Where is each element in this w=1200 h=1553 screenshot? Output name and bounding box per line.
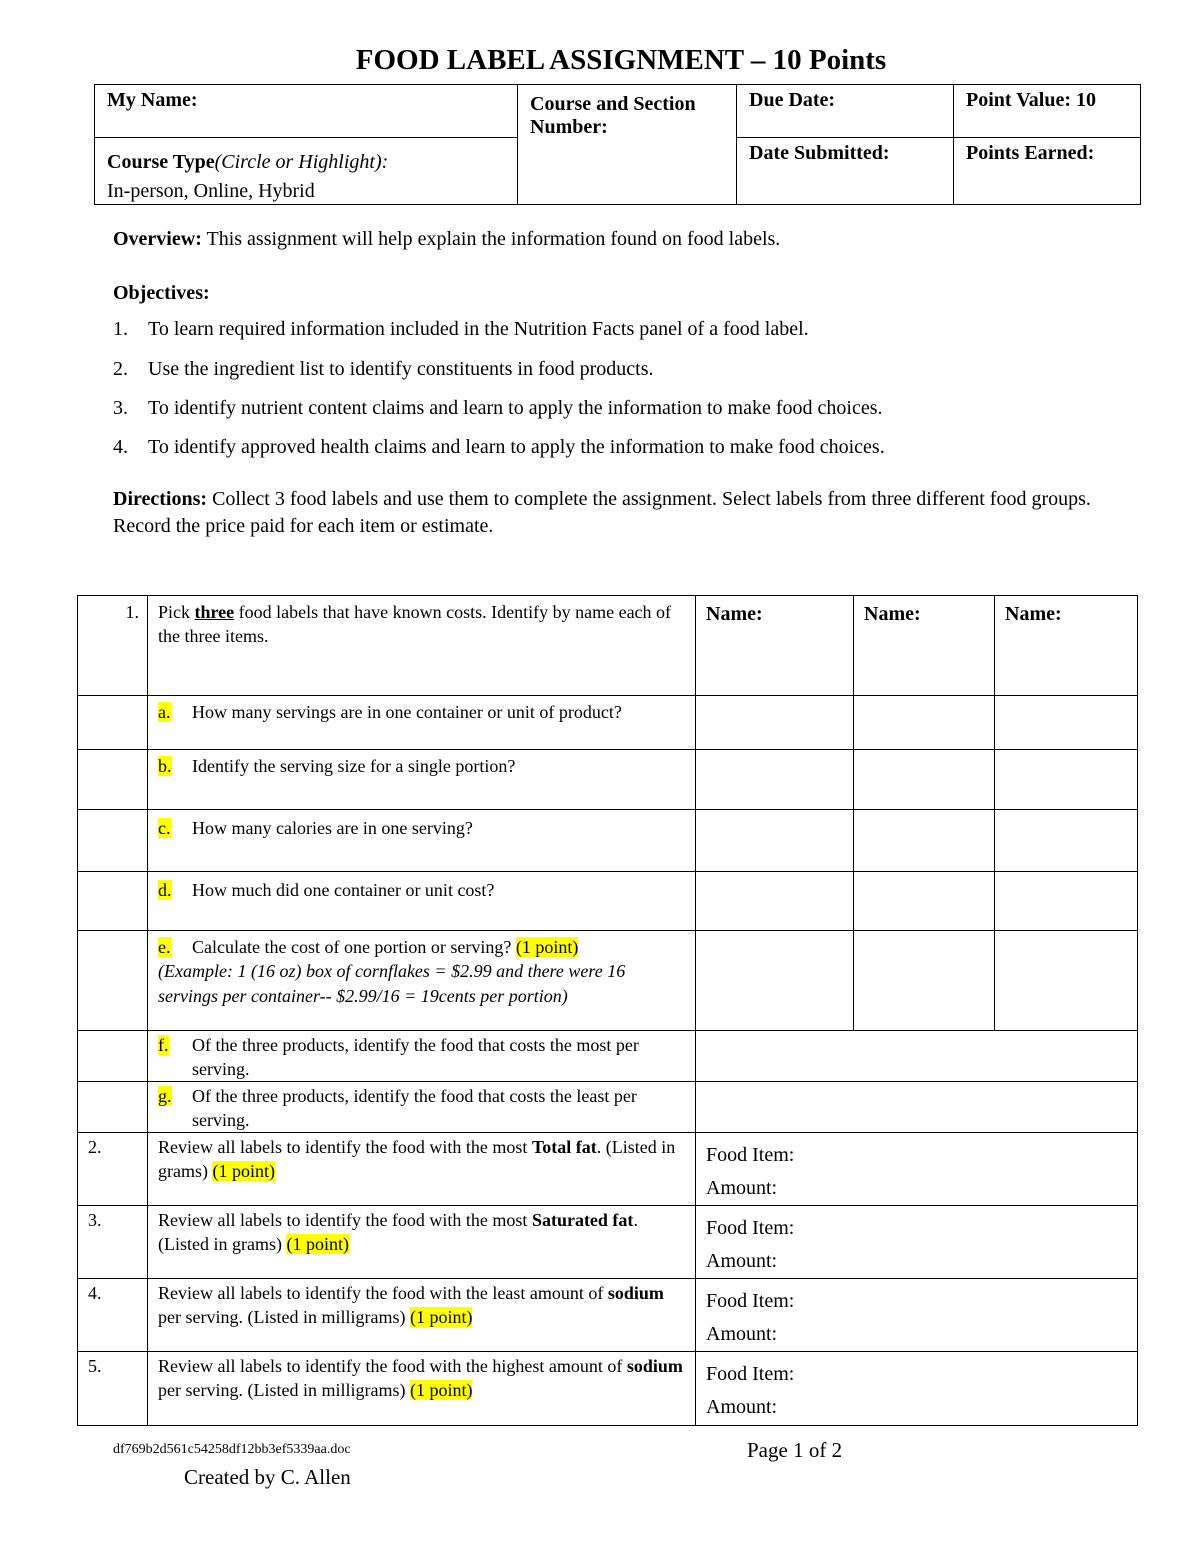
sub-letter: d. bbox=[158, 880, 172, 900]
answer-cell[interactable] bbox=[696, 696, 854, 750]
sub-question-text: How much did one container or unit cost? bbox=[192, 880, 495, 900]
answer-cell[interactable] bbox=[995, 872, 1138, 931]
objective-number: 1. bbox=[113, 318, 128, 340]
amount-label: Amount: bbox=[706, 1323, 778, 1345]
answer-cell[interactable] bbox=[696, 1133, 1138, 1206]
answer-cell[interactable] bbox=[854, 750, 995, 810]
point-badge: (1 point) bbox=[409, 1380, 473, 1400]
point-badge: (1 point) bbox=[286, 1234, 349, 1254]
name-header-1[interactable]: Name: bbox=[696, 596, 854, 696]
point-badge: (1 point) bbox=[212, 1161, 275, 1181]
food-item-label: Food Item: bbox=[706, 1363, 795, 1385]
sub-question-d bbox=[158, 878, 687, 902]
table-row bbox=[78, 596, 1138, 696]
table-row bbox=[78, 1031, 1138, 1082]
question-text: Review all labels to identify the food with the most Saturated fat. (Listed in grams) (1 point) bbox=[148, 1206, 696, 1279]
answer-cell[interactable] bbox=[696, 750, 854, 810]
objective-number: 2. bbox=[113, 358, 128, 380]
sub-question-c bbox=[158, 816, 687, 840]
cost-example: (Example: 1 (16 oz) box of cornflakes = $2.99 and there were 16 servings per container-- $2.99/16 = 19cents per portion) bbox=[158, 961, 626, 1006]
date-submitted-field[interactable] bbox=[737, 138, 954, 205]
answer-cell[interactable] bbox=[995, 750, 1138, 810]
question-text: Review all labels to identify the food with the most Total fat. (Listed in grams) (1 point) bbox=[148, 1133, 696, 1206]
sub-question-text: How many calories are in one serving? bbox=[192, 818, 473, 838]
question-number: 2. bbox=[78, 1133, 148, 1206]
objective-number: 3. bbox=[113, 397, 128, 419]
due-date-field[interactable] bbox=[737, 85, 954, 138]
sub-question-text: How many servings are in one container or unit of product? bbox=[192, 702, 622, 722]
header-table bbox=[94, 84, 1141, 205]
sub-letter: c. bbox=[158, 818, 171, 838]
overview-label: Overview: bbox=[113, 228, 202, 250]
question-number: 3. bbox=[78, 1206, 148, 1279]
directions bbox=[113, 486, 1113, 540]
objective-number: 4. bbox=[113, 436, 128, 458]
answer-cell[interactable] bbox=[696, 1352, 1138, 1426]
objective-text: To learn required information included in the Nutrition Facts panel of a food label. bbox=[148, 318, 809, 340]
question-number: 5. bbox=[78, 1352, 148, 1426]
sub-letter: a. bbox=[158, 702, 171, 722]
directions-label: Directions: bbox=[113, 488, 208, 510]
sub-question-text: Calculate the cost of one portion or serving? bbox=[192, 937, 516, 957]
objective-item bbox=[113, 436, 885, 459]
objectives-label: Objectives: bbox=[113, 282, 210, 304]
question-number: 1. bbox=[78, 596, 148, 696]
answer-cell[interactable] bbox=[995, 931, 1138, 1031]
points-earned-label: Points Earned: bbox=[966, 142, 1095, 164]
answer-cell[interactable] bbox=[696, 810, 854, 872]
answer-cell[interactable] bbox=[696, 1279, 1138, 1352]
point-badge: (1 point) bbox=[409, 1307, 473, 1327]
name-header-2[interactable]: Name: bbox=[854, 596, 995, 696]
answer-cell[interactable] bbox=[696, 872, 854, 931]
answer-cell[interactable] bbox=[696, 1082, 1138, 1133]
sub-letter: f. bbox=[158, 1035, 169, 1055]
answer-cell[interactable] bbox=[995, 696, 1138, 750]
sub-letter: g. bbox=[158, 1086, 172, 1106]
answer-cell[interactable] bbox=[995, 810, 1138, 872]
food-item-label: Food Item: bbox=[706, 1217, 795, 1239]
table-row bbox=[78, 810, 1138, 872]
sub-question-text: Identify the serving size for a single portion? bbox=[192, 756, 516, 776]
objective-text: To identify approved health claims and learn to apply the information to make food choices. bbox=[148, 436, 885, 458]
emphasis-three: three bbox=[194, 602, 235, 622]
sub-letter: b. bbox=[158, 756, 172, 776]
overview-text: This assignment will help explain the information found on food labels. bbox=[201, 228, 781, 250]
sub-question-e bbox=[158, 935, 687, 959]
question-text: Pick three food labels that have known costs. Identify by name each of the three items. bbox=[148, 596, 696, 696]
objective-item bbox=[113, 318, 809, 341]
table-row bbox=[78, 1206, 1138, 1279]
my-name-field[interactable] bbox=[95, 85, 518, 138]
answer-cell[interactable] bbox=[696, 1206, 1138, 1279]
table-row bbox=[78, 1352, 1138, 1426]
sub-question-a bbox=[158, 700, 687, 724]
course-section-label: Course and Section Number: bbox=[530, 93, 696, 138]
amount-label: Amount: bbox=[706, 1177, 778, 1199]
objective-text: Use the ingredient list to identify constituents in food products. bbox=[148, 358, 654, 380]
answer-cell[interactable] bbox=[854, 931, 995, 1031]
table-row bbox=[78, 1133, 1138, 1206]
answer-cell[interactable] bbox=[696, 1031, 1138, 1082]
assignment-table bbox=[77, 595, 1138, 1426]
answer-cell[interactable] bbox=[854, 696, 995, 750]
sub-question-b bbox=[158, 754, 687, 778]
footer-created-by: Created by C. Allen bbox=[184, 1465, 351, 1489]
food-item-label: Food Item: bbox=[706, 1144, 795, 1166]
course-type-field[interactable] bbox=[95, 138, 518, 205]
date-submitted-label: Date Submitted: bbox=[749, 142, 890, 164]
sub-question-text: Of the three products, identify the food that costs the most per serving. bbox=[192, 1035, 639, 1079]
amount-label: Amount: bbox=[706, 1250, 778, 1272]
table-row bbox=[78, 1082, 1138, 1133]
objective-item bbox=[113, 358, 653, 381]
point-value-label: Point Value: 10 bbox=[966, 89, 1097, 111]
overview bbox=[113, 228, 1113, 251]
table-row bbox=[78, 931, 1138, 1031]
course-section-field[interactable] bbox=[518, 85, 737, 205]
question-text: Review all labels to identify the food with the least amount of sodium per serving. (Listed in milligrams) (1 point) bbox=[148, 1279, 696, 1352]
question-number: 4. bbox=[78, 1279, 148, 1352]
table-row bbox=[78, 1279, 1138, 1352]
point-badge: (1 point) bbox=[515, 937, 579, 957]
course-type-hint: (Circle or Highlight): bbox=[214, 151, 389, 173]
sub-question-g bbox=[158, 1084, 687, 1132]
points-earned-field[interactable] bbox=[954, 138, 1141, 205]
point-value-cell bbox=[954, 85, 1141, 138]
directions-text: Collect 3 food labels and use them to complete the assignment. Select labels from three different food groups. Record the price paid for each item or estimate. bbox=[113, 488, 1091, 537]
due-date-label: Due Date: bbox=[749, 89, 836, 111]
food-item-label: Food Item: bbox=[706, 1290, 795, 1312]
answer-cell[interactable] bbox=[854, 810, 995, 872]
question-text: Review all labels to identify the food with the highest amount of sodium per serving. (Listed in milligrams) (1 point) bbox=[148, 1352, 696, 1426]
my-name-label: My Name: bbox=[107, 89, 198, 111]
footer-document-id: df769b2d561c54258df12bb3ef5339aa.doc bbox=[113, 1442, 351, 1457]
sub-question-text: Of the three products, identify the food that costs the least per serving. bbox=[192, 1086, 637, 1130]
amount-label: Amount: bbox=[706, 1396, 778, 1418]
sub-letter: e. bbox=[158, 937, 171, 957]
answer-cell[interactable] bbox=[854, 872, 995, 931]
course-type-label: Course Type bbox=[107, 151, 215, 173]
objective-text: To identify nutrient content claims and learn to apply the information to make food choices. bbox=[148, 397, 883, 419]
name-header-3[interactable]: Name: bbox=[995, 596, 1138, 696]
page-title: FOOD LABEL ASSIGNMENT – 10 Points bbox=[355, 44, 887, 76]
table-row bbox=[78, 750, 1138, 810]
answer-cell[interactable] bbox=[696, 931, 854, 1031]
course-type-options[interactable]: In-person, Online, Hybrid bbox=[107, 180, 315, 202]
objective-item bbox=[113, 397, 883, 420]
footer-page-number: Page 1 of 2 bbox=[747, 1438, 843, 1462]
table-row bbox=[78, 696, 1138, 750]
table-row bbox=[78, 872, 1138, 931]
sub-question-f bbox=[158, 1033, 687, 1081]
